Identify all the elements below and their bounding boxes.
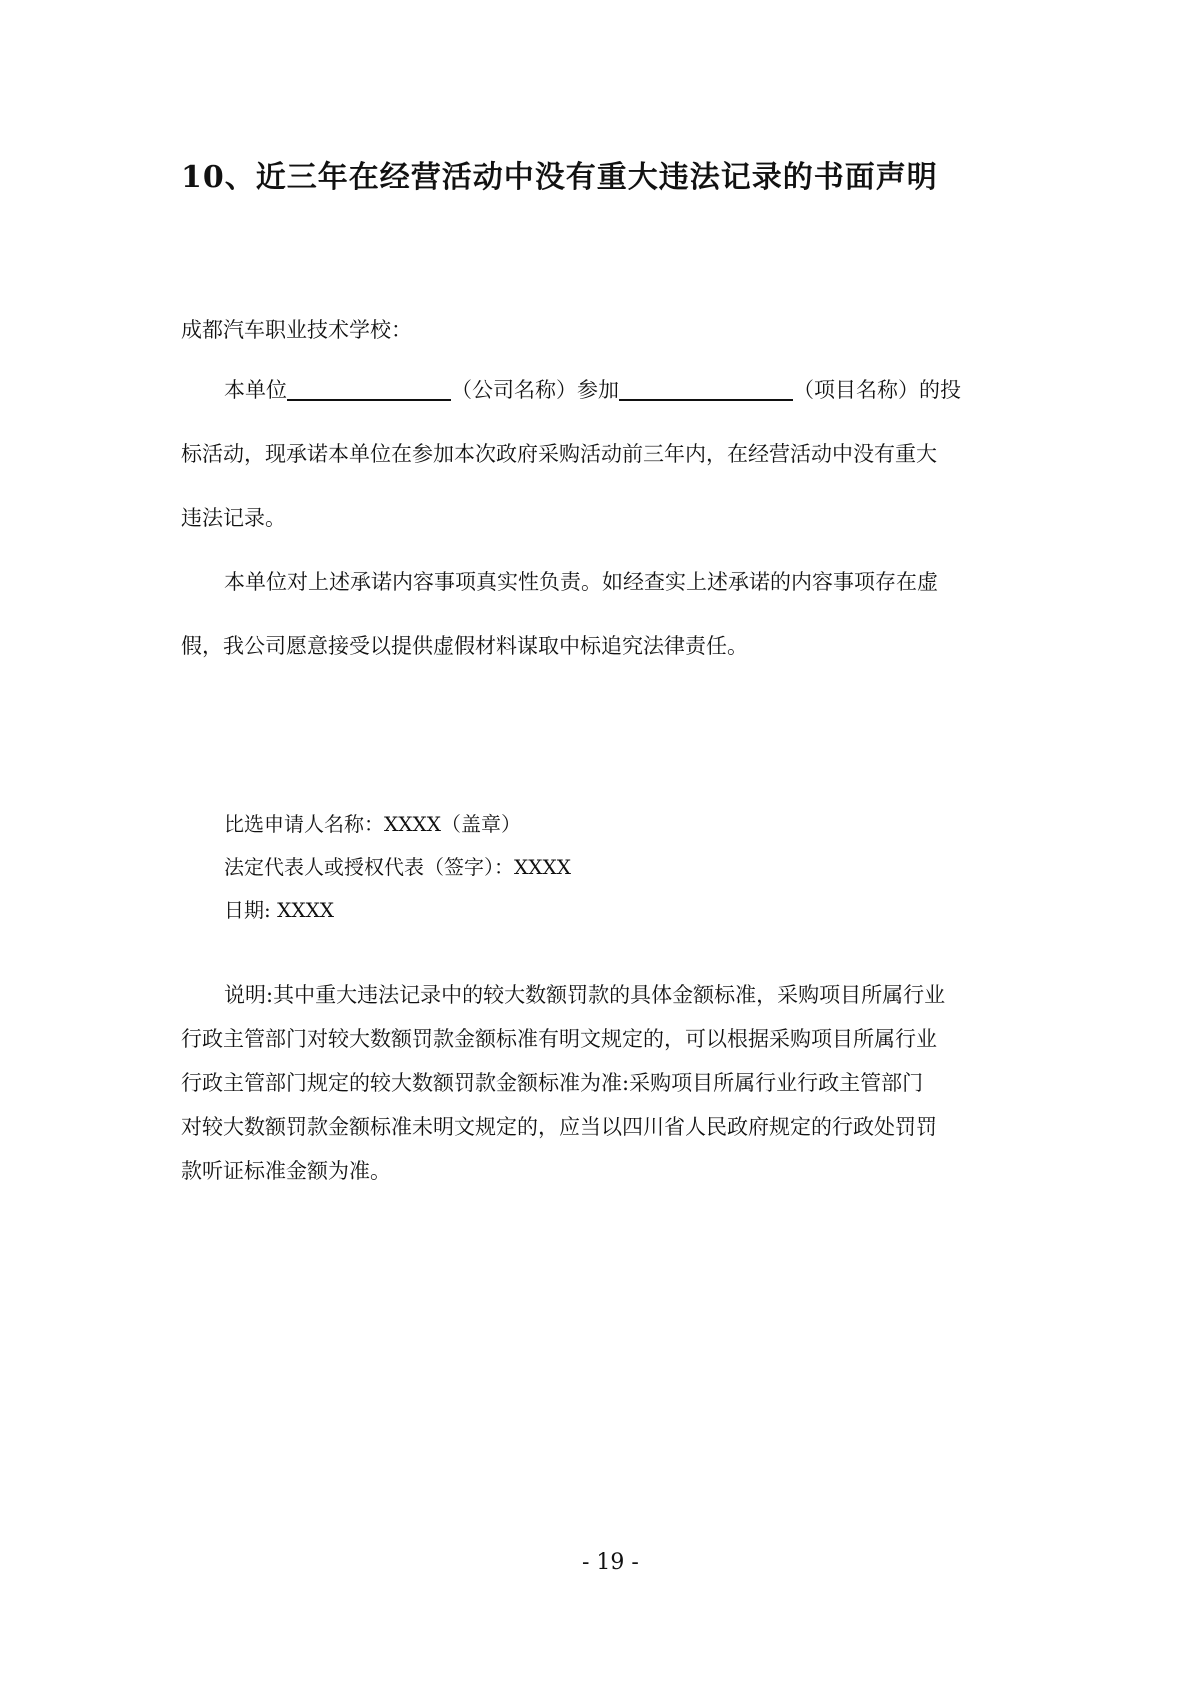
responsibility-line-2: 假，我公司愿意接受以提供虚假材料谋取中标追究法律责任。 (181, 634, 748, 658)
page-number: - 19 - (582, 1550, 639, 1575)
project-name-blank (619, 377, 793, 401)
note-line: 对较大数额罚款金额标准未明文规定的，应当以四川省人民政府规定的行政处罚罚 (181, 1115, 937, 1139)
note-line: 行政主管部门对较大数额罚款金额标准有明文规定的，可以根据采购项目所属行业 (181, 1027, 937, 1051)
pledge-line-3: 违法记录。 (181, 506, 286, 530)
company-name-placeholder: （公司名称）参加 (451, 378, 619, 402)
signature-date: 日期: XXXX (224, 898, 335, 922)
note-line: 说明:其中重大违法记录中的较大数额罚款的具体金额标准，采购项目所属行业 (224, 983, 946, 1007)
page-title: 10、近三年在经营活动中没有重大违法记录的书面声明 (181, 160, 938, 195)
representative-signature: 法定代表人或授权代表（签字）：XXXX (224, 855, 571, 879)
company-name-blank (287, 377, 451, 401)
note-line: 款听证标准金额为准。 (181, 1159, 391, 1183)
note-line: 行政主管部门规定的较大数额罚款金额标准为准:采购项目所属行业行政主管部门 (181, 1071, 924, 1095)
project-name-placeholder: （项目名称）的投 (793, 378, 961, 402)
addressee: 成都汽车职业技术学校： (181, 318, 412, 342)
pledge-line-2: 标活动，现承诺本单位在参加本次政府采购活动前三年内，在经营活动中没有重大 (181, 442, 937, 466)
pledge-lead: 本单位 (224, 378, 287, 402)
responsibility-line-1: 本单位对上述承诺内容事项真实性负责。如经查实上述承诺的内容事项存在虚 (224, 570, 938, 594)
applicant-name: 比选申请人名称：XXXX（盖章） (224, 812, 521, 836)
pledge-line-1 (224, 374, 961, 404)
